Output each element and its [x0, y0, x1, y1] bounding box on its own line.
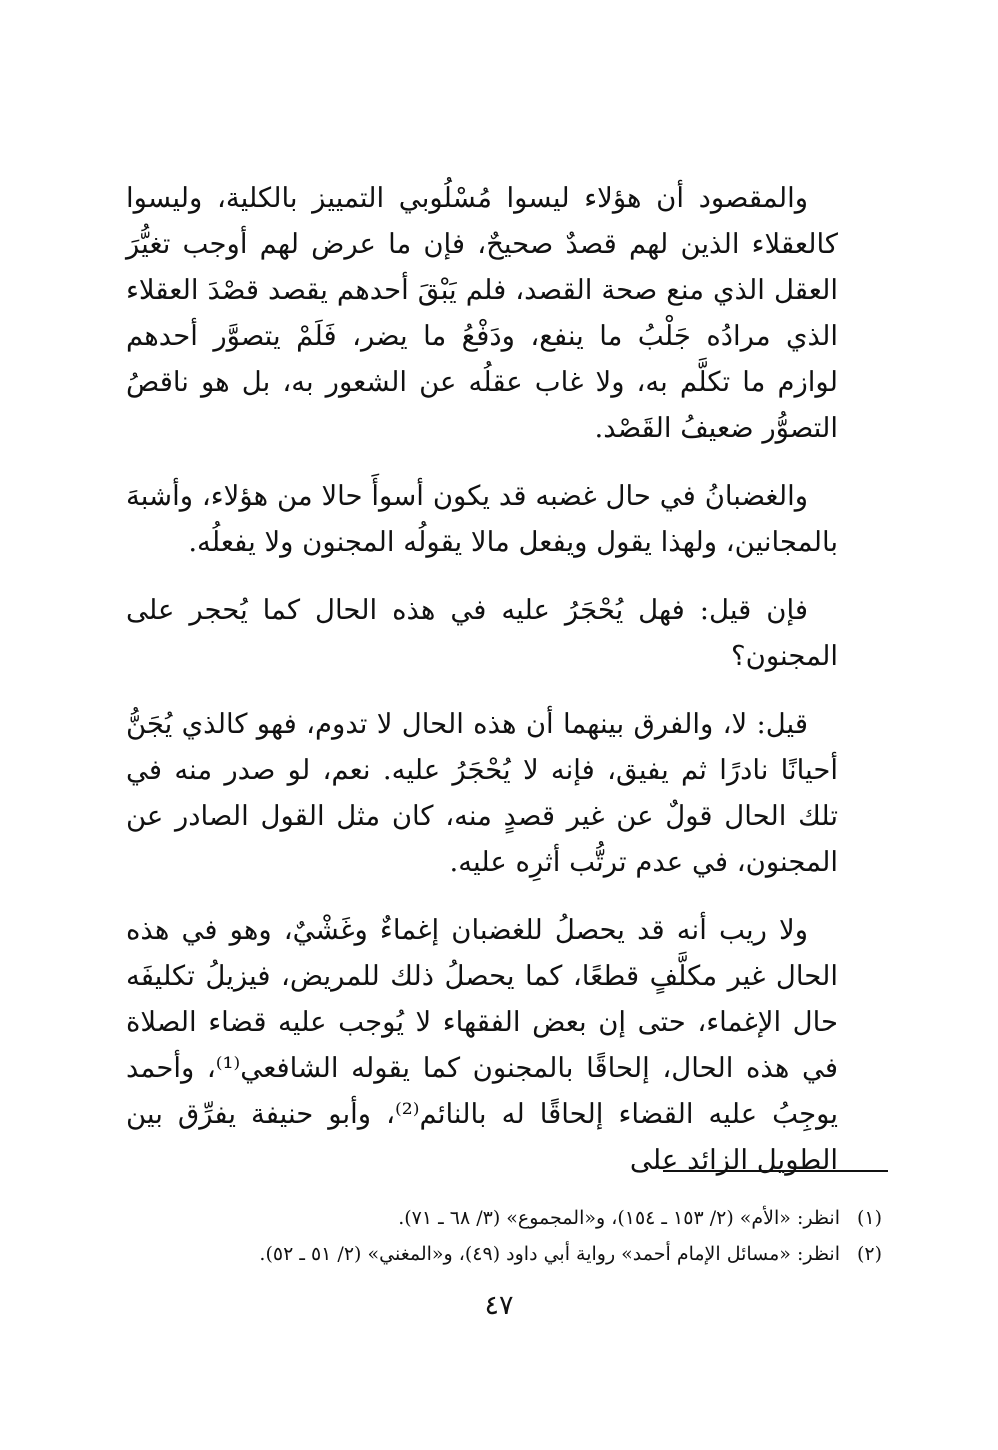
main-text: [126, 175, 838, 1205]
paragraph-1: والمقصود أن هؤلاء ليسوا مُسْلُوبي التمييز بالكلية، وليسوا كالعقلاء الذين لهم قصدٌ صحيحٌ، فإن ما عرض لهم أوجب تغيُّرَ العقل الذي منع صحة القصد، فلم يَبْقَ أحدهم يقصد قصْدَ العقلاء الذي مرادُه جَلْبُ ما ينفع، ودَفْعُ ما يضر، فَلَمْ يتصوَّر أحدهم لوازم ما تكلَّم به، ولا غاب عقلُه عن الشعور به، بل هو ناقصُ التصوُّر ضعيفُ القَصْد.: [126, 182, 838, 444]
footnote-text: انظر: «الأم» (٢/ ١٥٣ ـ ١٥٤)، و«المجموع» (٣/ ٦٨ ـ ٧١).: [398, 1207, 840, 1229]
paragraph-3: فإن قيل: فهل يُحْجَرُ عليه في هذه الحال كما يُحجر على المجنون؟: [126, 594, 838, 672]
page-number: ٤٧: [484, 1290, 514, 1321]
paragraph-4: قيل: لا، والفرق بينهما أن هذه الحال لا تدوم، فهو كالذي يُجَنُّ أحيانًا نادرًا ثم يفيق، فإنه لا يُحْجَرُ عليه. نعم، لو صدر منه في تلك الحال قولٌ عن غير قصدٍ منه، كان مثل القول الصادر عن المجنون، في عدم ترتُّب أثرِه عليه.: [126, 708, 838, 878]
footnote-2: [142, 1236, 882, 1272]
footnote-number: (٢): [856, 1243, 882, 1265]
paragraph-5: ولا ريب أنه قد يحصلُ للغضبان إغماءٌ وغَشْيٌ، وهو في هذه الحال غير مكلَّفٍ قطعًا، كما يحصلُ ذلك للمريض، فيزيلُ تكليفَه حال الإغماء، حتى إن بعض الفقهاء لا يُوجب عليه قضاء الصلاة في هذه الحال، إلحاقًا بالمجنون كما يقوله الشافعي⁽¹⁾، وأحمد يوجِبُ عليه القضاء إلحاقًا له بالنائم⁽²⁾، وأبو حنيفة يفرِّق بين الطويل الزائد على: [126, 914, 839, 1176]
footnotes: [142, 1200, 882, 1272]
footnote-divider: [663, 1170, 888, 1172]
footnote-1: [142, 1200, 882, 1236]
footnote-number: (١): [856, 1207, 882, 1229]
footnote-text: انظر: «مسائل الإمام أحمد» رواية أبي داود (٤٩)، و«المغني» (٢/ ٥١ ـ ٥٢).: [259, 1243, 840, 1265]
paragraph-2: والغضبانُ في حال غضبه قد يكون أسوأَ حالا من هؤلاء، وأشبهَ بالمجانين، ولهذا يقول ويفعل مالا يقولُه المجنون ولا يفعلُه.: [126, 480, 838, 558]
